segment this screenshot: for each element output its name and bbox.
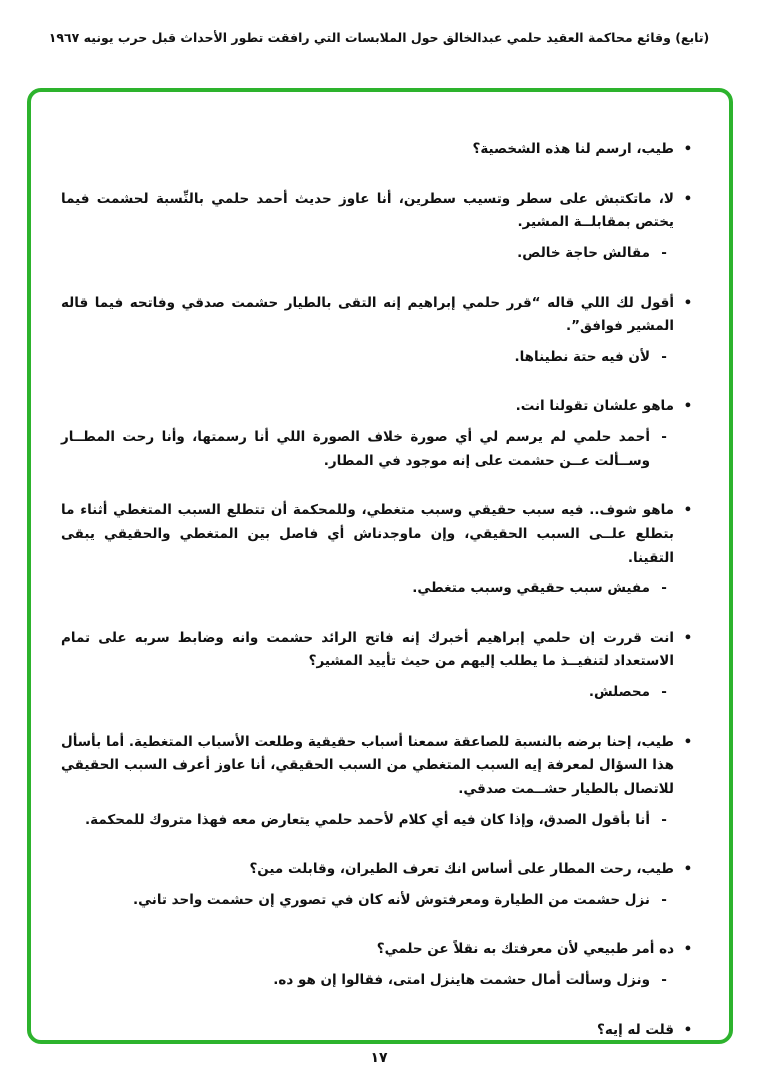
dialogue-text: مقالش حاجة خالص. xyxy=(517,244,650,261)
dialogue-text: انت قررت إن حلمي إبراهيم أخبرك إنه فاتح الرائد حشمت وانه وضابط سربه على تمام الاستعداد لتنفيــذ ما يطلب إليهم من حيث تأييد المشير؟ xyxy=(61,629,674,670)
dash-marker: - xyxy=(661,891,667,908)
dash-marker: - xyxy=(661,684,667,700)
question-item xyxy=(61,188,707,235)
answer-item xyxy=(61,426,707,473)
dialogue-text: قلت له إيه؟ xyxy=(596,1021,674,1038)
dialogue-text: لأن فيه حتة نطيناها. xyxy=(514,348,650,365)
answer-item xyxy=(61,809,707,833)
dialogue-list xyxy=(61,138,707,1042)
question-item xyxy=(61,1019,707,1043)
bullet-marker: • xyxy=(683,190,693,207)
bullet-marker: • xyxy=(683,941,693,958)
dialogue-text: محصلش. xyxy=(588,684,650,700)
dialogue-text: أنا بأقول الصدق، وإذا كان فيه أي كلام لأحمد حلمي يتعارض معه فهذا متروك للمحكمة. xyxy=(85,811,650,828)
page-number: ١٧ xyxy=(370,1050,388,1066)
dash-marker: - xyxy=(661,244,667,261)
dash-marker: - xyxy=(661,348,667,365)
content-border-box xyxy=(27,88,733,1044)
answer-item xyxy=(61,889,707,913)
dialogue-text: ونزل وسألت أمال حشمت هاينزل امتى، فقالوا إن هو ده. xyxy=(273,972,650,988)
bullet-marker: • xyxy=(683,629,693,646)
answer-item xyxy=(61,577,707,601)
dialogue-text: طيب، إحنا برضه بالنسبة للصاعقة سمعنا أسباب حقيقية وطلعت الأسباب المتغطية. أما بأسأل هذا السؤال لمعرفة إيه السبب المتغطي من السبب الحقيقي، أنا عاوز أعرف السبب الحقيقي للاتصال بالطيار حشــمت صدقي. xyxy=(61,733,674,797)
dash-marker: - xyxy=(661,580,667,597)
dialogue-text: لا، ماتكتبش على سطر وتسيب سطرين، أنا عاوز حديث أحمد حلمي بالنِّسبة لحشمت فيما يختص بمقابلــة المشير. xyxy=(61,190,674,231)
page-header-title: (تابع) وقائع محاكمة العقيد حلمي عبدالخالق حول الملابسات التي رافقت تطور الأحداث قبل حرب يونيه ١٩٦٧ xyxy=(48,30,710,45)
bullet-marker: • xyxy=(683,502,693,519)
question-item xyxy=(61,499,707,570)
dash-marker: - xyxy=(661,811,667,828)
question-item xyxy=(61,627,707,674)
question-item xyxy=(61,858,707,882)
question-item xyxy=(61,938,707,962)
dialogue-text: أحمد حلمي لم يرسم لي أي صورة خلاف الصورة اللي أنا رسمتها، وأنا رحت المطــار وســألت عــن حشمت على إنه موجود في المطار. xyxy=(61,429,650,469)
answer-item xyxy=(61,969,707,993)
answer-item xyxy=(61,681,707,705)
dialogue-text: ماهو علشان تقولنا انت. xyxy=(515,398,674,415)
bullet-marker: • xyxy=(683,861,693,878)
dialogue-text: مفيش سبب حقيقي وسبب متغطي. xyxy=(412,580,650,597)
dialogue-text: طيب، رحت المطار على أساس انك تعرف الطيران، وقابلت مين؟ xyxy=(249,861,674,878)
question-item xyxy=(61,731,707,802)
question-item xyxy=(61,395,707,419)
answer-item xyxy=(61,346,707,370)
dialogue-text: ماهو شوف.. فيه سبب حقيقي وسبب متغطي، وللمحكمة أن تتطلع السبب المتغطي أثناء ما بتطلع علــى السبب الحقيقي، وإن ماوجدناش أي فاصل بين المتغطي والحقيقي يبقى التقينا. xyxy=(61,502,674,566)
dash-marker: - xyxy=(661,972,667,988)
bullet-marker: • xyxy=(683,733,693,750)
bullet-marker: • xyxy=(683,1021,693,1038)
dialogue-text: نزل حشمت من الطيارة ومعرفتوش لأنه كان في تصوري إن حشمت واحد تاني. xyxy=(132,891,650,908)
question-item xyxy=(61,292,707,339)
dialogue-text: طيب، ارسم لنا هذه الشخصية؟ xyxy=(472,141,674,157)
dialogue-text: أقول لك اللي قاله “قرر حلمي إبراهيم إنه التقى بالطيار حشمت صدقي وفاتحه فيما قاله المشير فوافق”. xyxy=(61,294,674,335)
dash-marker: - xyxy=(661,429,667,445)
bullet-marker: • xyxy=(683,141,693,157)
dialogue-text: ده أمر طبيعي لأن معرفتك به نقلاً عن حلمي؟ xyxy=(376,941,674,958)
question-item xyxy=(61,138,707,162)
bullet-marker: • xyxy=(683,294,693,311)
bullet-marker: • xyxy=(683,398,693,415)
answer-item xyxy=(61,242,707,266)
